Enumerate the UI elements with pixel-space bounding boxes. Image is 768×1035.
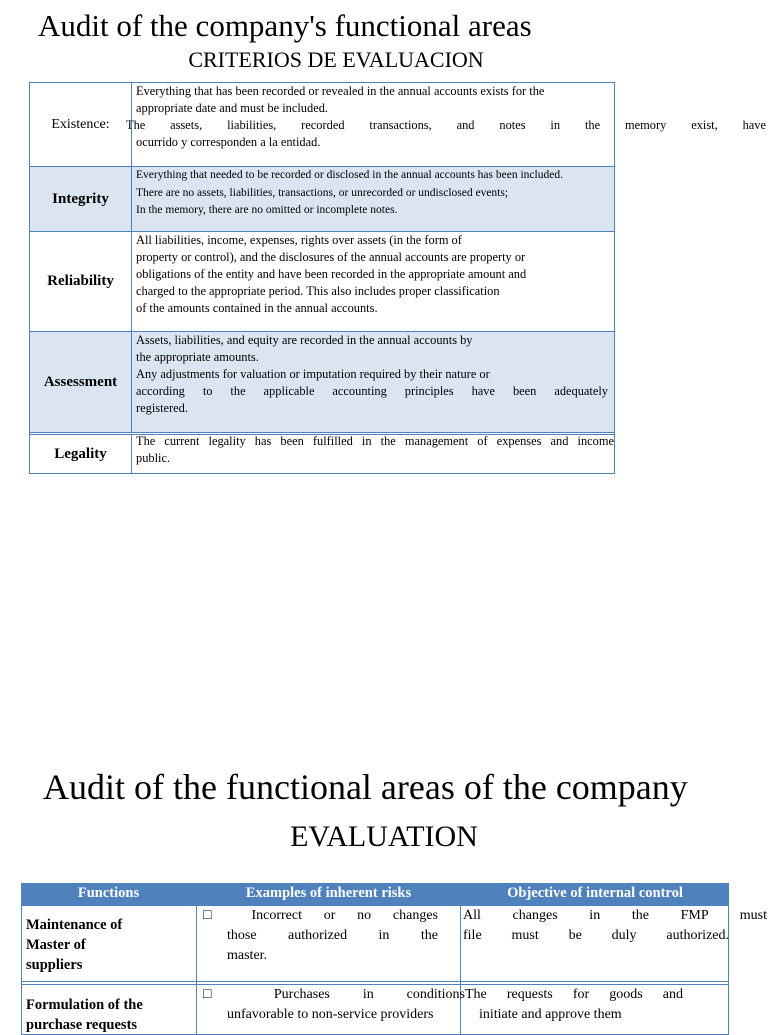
- cell-line: □ Incorrect or no changes: [203, 908, 438, 923]
- cell-line: □ Purchases in conditions: [203, 987, 465, 1002]
- text-line: obligations of the entity and have been recorded in the appropriate amount and: [136, 267, 527, 281]
- table-row: [21, 985, 729, 1033]
- text-line: The assets, liabilities, recorded transactions, and notes in the memory exist, have: [126, 118, 766, 132]
- criteria-row-assessment: [30, 331, 614, 432]
- text-line: the appropriate amounts.: [136, 350, 259, 364]
- criteria-row-legality: [30, 432, 614, 473]
- header-risks: Examples of inherent risks: [245, 885, 412, 901]
- text-line: Everything that has been recorded or revealed in the annual accounts exists for the: [136, 84, 545, 98]
- function-cell: [26, 915, 191, 975]
- criteria-label: Integrity: [30, 167, 132, 231]
- cell-line: file must be duly authorized.: [463, 928, 729, 943]
- text-line: All liabilities, income, expenses, rights over assets (in the form of: [136, 233, 462, 247]
- cell-line: unfavorable to non-service providers: [227, 1007, 434, 1022]
- table-row: [21, 905, 767, 981]
- table-header: [21, 883, 729, 905]
- criteria-row-existence: [30, 83, 766, 166]
- slide1-subtitle: CRITERIOS DE EVALUACION: [188, 47, 484, 72]
- criteria-table: [29, 82, 766, 474]
- criteria-text: [126, 83, 766, 151]
- text-line: registered.: [136, 401, 188, 415]
- criteria-label: Reliability: [30, 232, 132, 331]
- text-line: according to the applicable accounting principles have been adequately: [136, 384, 608, 398]
- header-objective: Objective of internal control: [507, 885, 683, 901]
- objective-cell: [463, 906, 767, 946]
- risk-cell: [203, 985, 465, 1025]
- text-line: charged to the appropriate period. This also includes proper classification: [136, 284, 500, 298]
- evaluation-table: [21, 883, 767, 1033]
- cell-line: Formulation of the: [26, 997, 143, 1013]
- function-cell: [26, 995, 191, 1035]
- cell-line: Maintenance of: [26, 917, 123, 933]
- cell-line: purchase requests: [26, 1017, 138, 1033]
- cell-line: master.: [227, 948, 268, 963]
- slide2-title: Audit of the functional areas of the company: [43, 767, 688, 807]
- slide2-subtitle: EVALUATION: [290, 820, 478, 853]
- cell-line: initiate and approve them: [479, 1007, 622, 1022]
- text-line: ocurrido y corresponden a la entidad.: [136, 135, 321, 149]
- objective-cell: [465, 985, 689, 1025]
- cell-line: Master of: [26, 937, 86, 953]
- text-line: There are no assets, liabilities, transactions, or unrecorded or undisclosed events;: [136, 186, 509, 199]
- text-line: In the memory, there are no omitted or incomplete notes.: [136, 204, 398, 216]
- slide1-title: Audit of the company's functional areas: [38, 8, 532, 43]
- text-line: property or control), and the disclosures of the annual accounts are property or: [136, 250, 526, 264]
- criteria-text: [136, 167, 614, 220]
- criteria-row-reliability: [30, 231, 614, 331]
- header-functions: Functions: [77, 885, 140, 901]
- cell-line: The requests for goods and: [465, 987, 683, 1002]
- risk-cell: [203, 906, 438, 966]
- text-line: Any adjustments for valuation or imputation required by their nature or: [136, 367, 490, 381]
- cell-line: those authorized in the: [227, 928, 438, 943]
- cell-line: suppliers: [26, 957, 83, 973]
- criteria-row-integrity: [30, 166, 614, 231]
- text-line: The current legality has been fulfilled in the management of expenses and income: [136, 434, 614, 448]
- criteria-label: Legality: [30, 435, 132, 473]
- criteria-text: [136, 332, 614, 417]
- text-line: public.: [136, 451, 171, 465]
- text-line: appropriate date and must be included.: [136, 101, 328, 115]
- criteria-text: [136, 433, 614, 467]
- text-line: Assets, liabilities, and equity are recorded in the annual accounts by: [136, 333, 473, 347]
- criteria-label: Existence:: [30, 83, 132, 166]
- text-line: Everything that needed to be recorded or disclosed in the annual accounts has been included.: [136, 169, 563, 181]
- cell-line: All changes in the FMP must: [463, 908, 767, 923]
- text-line: of the amounts contained in the annual accounts.: [136, 301, 378, 315]
- criteria-label: Assessment: [30, 332, 132, 432]
- criteria-text: [136, 232, 614, 317]
